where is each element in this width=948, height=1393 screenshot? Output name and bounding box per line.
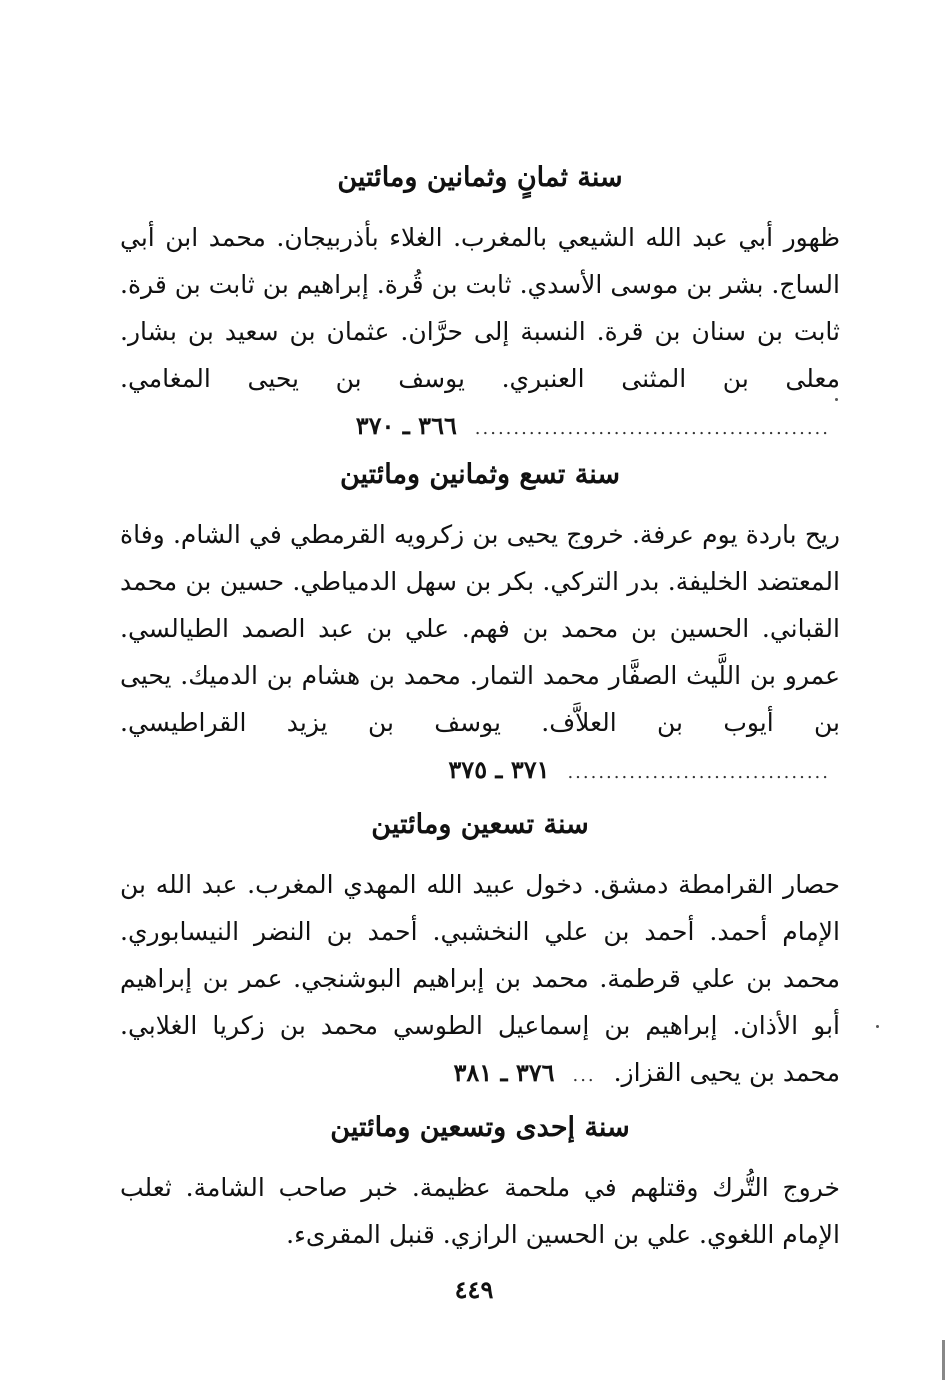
- section-entries: [120, 861, 840, 1099]
- section-heading: سنة إحدى وتسعين ومائتين: [330, 1112, 630, 1143]
- scan-edge-mark: [942, 1340, 945, 1380]
- year-section-291: [120, 1108, 840, 1258]
- leader-dots: ...: [572, 1065, 596, 1086]
- entry-text: ظهور أبي عبد الله الشيعي بالمغرب. الغلاء بأذربيجان. محمد ابن أبي الساج. بشر بن موسى الأسدي. ثابت بن قُرة. إبراهيم بن ثابت بن قرة. ثابت بن سنان بن قرة. النسبة إلى حرَّان. عثمان بن سعيد بن بشار. معلى بن المثنى العنبري. يوسف بن يحيى المغامي.: [120, 223, 840, 393]
- page-range: ٣٦٦ ـ ٣٧٠: [355, 411, 457, 440]
- year-section-289: [120, 455, 840, 796]
- year-section-290: [120, 805, 840, 1099]
- entry-text: خروج التُّرك وقتلهم في ملحمة عظيمة. خبر صاحب الشامة. ثعلب الإمام اللغوي. علي بن الحسين الرازي. قنبل المقرىء.: [120, 1173, 840, 1249]
- section-heading: سنة ثمانٍ وثمانين ومائتين: [337, 162, 623, 193]
- page-range: ٣٧٦ ـ ٣٨١: [453, 1058, 555, 1087]
- leader-dots: ..............................................: [474, 418, 830, 439]
- page-number: ٤٤٩: [454, 1275, 494, 1304]
- scan-speck: [876, 1025, 879, 1028]
- entry-text: ريح باردة يوم عرفة. خروج يحيى بن زكرويه القرمطي في الشام. وفاة المعتضد الخليفة. بدر التركي. بكر بن سهل الدمياطي. حسين بن محمد القباني. الحسين بن محمد بن فهم. علي بن عبد الصمد الطيالسي. عمرو بن اللَّيث الصفَّار محمد التمار. محمد بن هشام بن الدميك. يحيى بن أيوب بن العلاَّف. يوسف بن يزيد القراطيسي.: [120, 520, 840, 737]
- section-heading: سنة تسعين ومائتين: [371, 809, 589, 840]
- section-entries: [120, 214, 840, 452]
- section-entries: [120, 1164, 840, 1258]
- section-heading: سنة تسع وثمانين ومائتين: [339, 459, 621, 490]
- page-range: ٣٧١ ـ ٣٧٥: [448, 755, 550, 784]
- section-entries: [120, 511, 840, 796]
- scan-speck: [835, 398, 838, 401]
- entry-text: حصار القرامطة دمشق. دخول عبيد الله المهدي المغرب. عبد الله بن الإمام أحمد. أحمد بن علي النخشبي. أحمد بن النضر النيسابوري. محمد بن علي قرطمة. محمد بن إبراهيم البوشنجي. عمر بن إبراهيم أبو الأذان. إبراهيم بن إسماعيل الطوسي محمد بن زكريا الغلابي. محمد بن يحيى القزاز.: [120, 870, 840, 1087]
- leader-dots: ..................................: [567, 762, 830, 783]
- year-section-288: [120, 158, 840, 452]
